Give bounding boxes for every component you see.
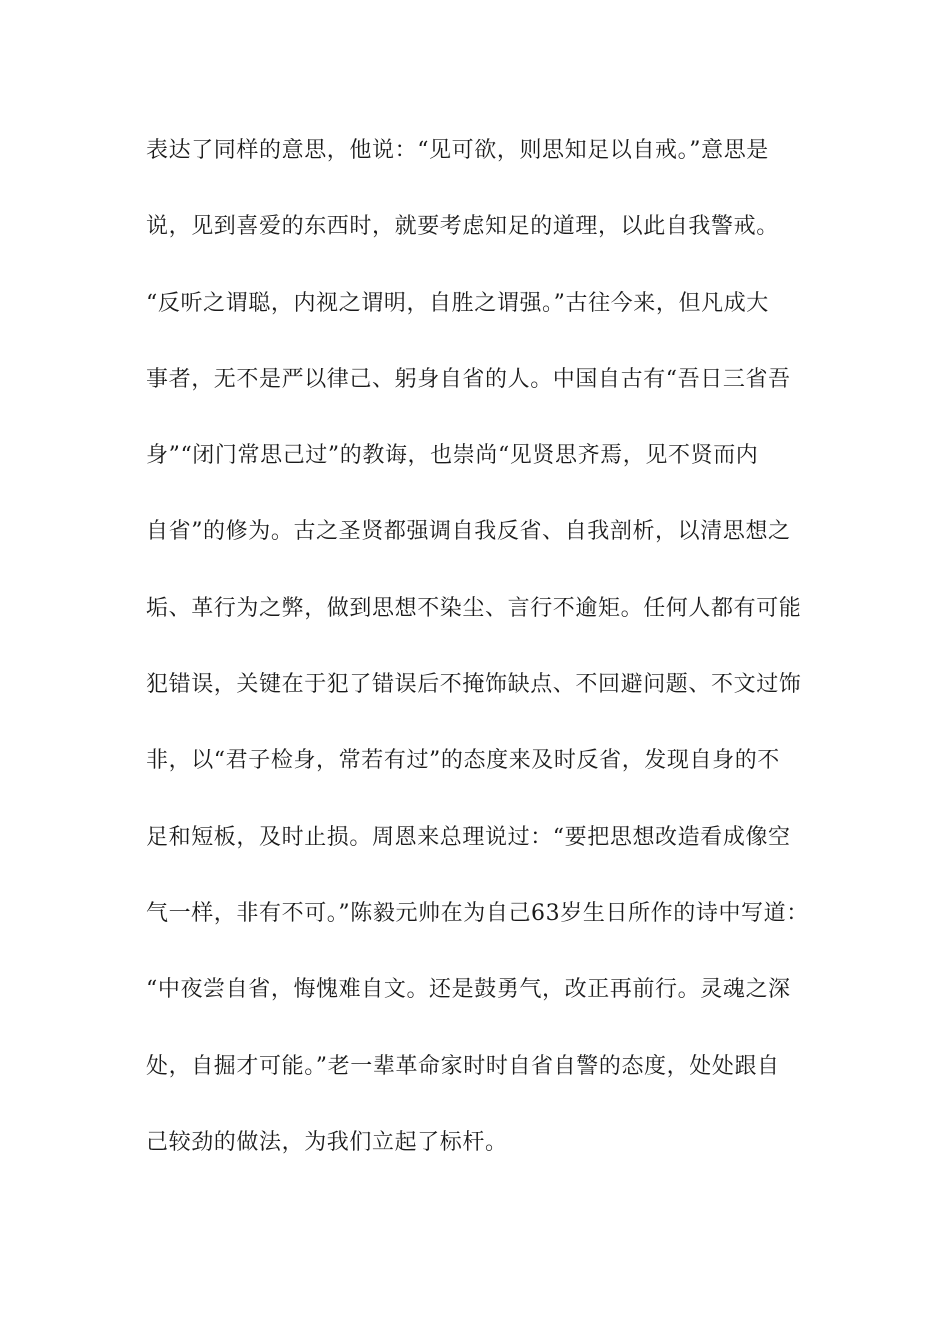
text-line: 表达了同样的意思，他说：“见可欲，则思知足以自戒。”意思是 — [146, 138, 769, 163]
text-line: 垢、革行为之弊，做到思想不染尘、言行不逾矩。任何人都有可能 — [146, 595, 802, 621]
text-line: “中夜尝自省，悔愧难自文。还是鼓勇气，改正再前行。灵魂之深 — [146, 977, 791, 1003]
text-line: 足和短板，及时止损。周恩来总理说过：“要把思想改造看成像空 — [146, 824, 791, 850]
text-line: 身”“闭门常思己过”的教诲，也崇尚“见贤思齐焉，见不贤而内 — [146, 443, 759, 469]
text-line: 犯错误，关键在于犯了错误后不掩饰缺点、不回避问题、不文过饰 — [146, 672, 802, 698]
text-line: 非，以“君子检身，常若有过”的态度来及时反省，发现自身的不 — [146, 748, 780, 774]
text-line: 事者，无不是严以律己、躬身自省的人。中国自古有“吾日三省吾 — [146, 366, 791, 392]
text-line: 说，见到喜爱的东西时，就要考虑知足的道理，以此自我警戒。 — [146, 214, 779, 240]
text-line: 己较劲的做法，为我们立起了标杆。 — [146, 1129, 508, 1155]
text-line: 处，自掘才可能。”老一辈革命家时时自省自警的态度，处处跟自 — [146, 1053, 780, 1079]
text-line: 气一样，非有不可。”陈毅元帅在为自己63岁生日所作的诗中写道： — [146, 900, 809, 926]
text-line: “反听之谓聪，内视之谓明，自胜之谓强。”古往今来，但凡成大 — [146, 290, 769, 316]
text-line: 自省”的修为。古之圣贤都强调自我反省、自我剖析，以清思想之 — [146, 519, 791, 545]
body-text — [146, 128, 809, 1196]
